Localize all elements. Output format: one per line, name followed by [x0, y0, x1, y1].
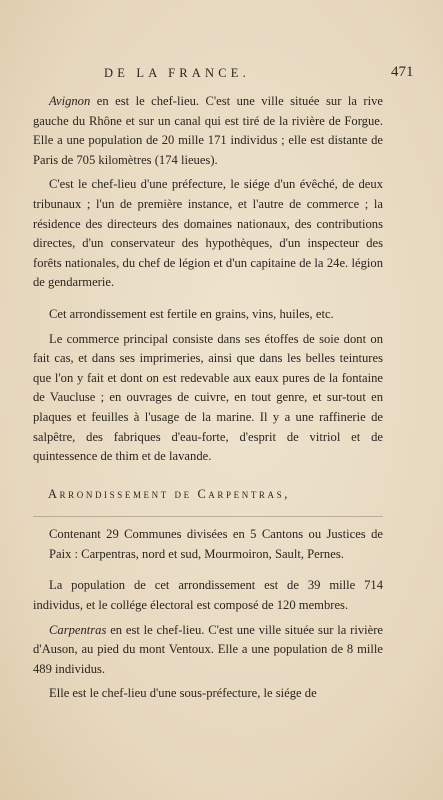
- paragraph-text: en est le chef-lieu. C'est une ville située sur la rivière d'Auson, au pied du mont Ventoux. Elle a une population de 8 mille 489 individus.: [33, 622, 383, 676]
- body-text: [33, 92, 383, 704]
- paragraph-commerce: Le commerce principal consiste dans ses étoffes de soie dont on fait cas, et dans ses imprimeries, ainsi que dans les belles teintures que l'on y fait et dont on est redevable aux eaux pures de la fontaine de Vaucluse ; en ouvrages de cuivre, en tout genre, et sur-tout en plaques et feuilles à l'usage de la marine. Il y a une raffinerie de salpêtre, des fabriques d'eau-forte, d'esprit de vitriol et de quintessence de thim et de lavande.: [33, 331, 383, 464]
- place-name: Avignon: [49, 94, 91, 108]
- page-header: [0, 66, 443, 86]
- paragraph-fertility: Cet arrondissement est fertile en grains, vins, huiles, etc.: [49, 306, 334, 321]
- paragraph-text: en est le chef-lieu. C'est une ville située sur la rive gauche du Rhône et sur un canal qui est tiré de la rivière de Forgue. Elle a une population de 20 mille 171 individus ; elle est distante de Paris de 705 kilomètres (174 lieues).: [33, 94, 383, 167]
- paragraph-avignon: [33, 92, 383, 170]
- paragraph-subprefecture: Elle est le chef-lieu d'une sous-préfecture, le siége de: [49, 686, 317, 701]
- paragraph-prefecture: C'est le chef-lieu d'une préfecture, le siége d'un évêché, de deux tribunaux ; l'un de première instance, et l'autre de commerce ; la résidence des directeurs des domaines nationaux, des contributions directes, d'un conservateur des hypothèques, d'un inspecteur des forêts nationales, du chef de légion et d'un capitaine de la 24e. légion de gendarmerie.: [33, 177, 383, 290]
- paragraph-carpentras: [33, 621, 383, 680]
- section-heading: Arrondissement de Carpentras,: [48, 486, 290, 501]
- paragraph-population: La population de cet arrondissement est de 39 mille 714 individus, et le collége électoral est composé de 120 membres.: [33, 578, 383, 613]
- paragraph-communes: Contenant 29 Communes divisées en 5 Cantons ou Justices de Paix : Carpentras, nord et sud, Mourmoiron, Sault, Pernes.: [49, 527, 383, 561]
- page-number: 471: [391, 64, 414, 80]
- divider: [33, 516, 383, 517]
- place-name: Carpentras: [49, 622, 107, 637]
- running-title: DE LA FRANCE.: [104, 66, 250, 80]
